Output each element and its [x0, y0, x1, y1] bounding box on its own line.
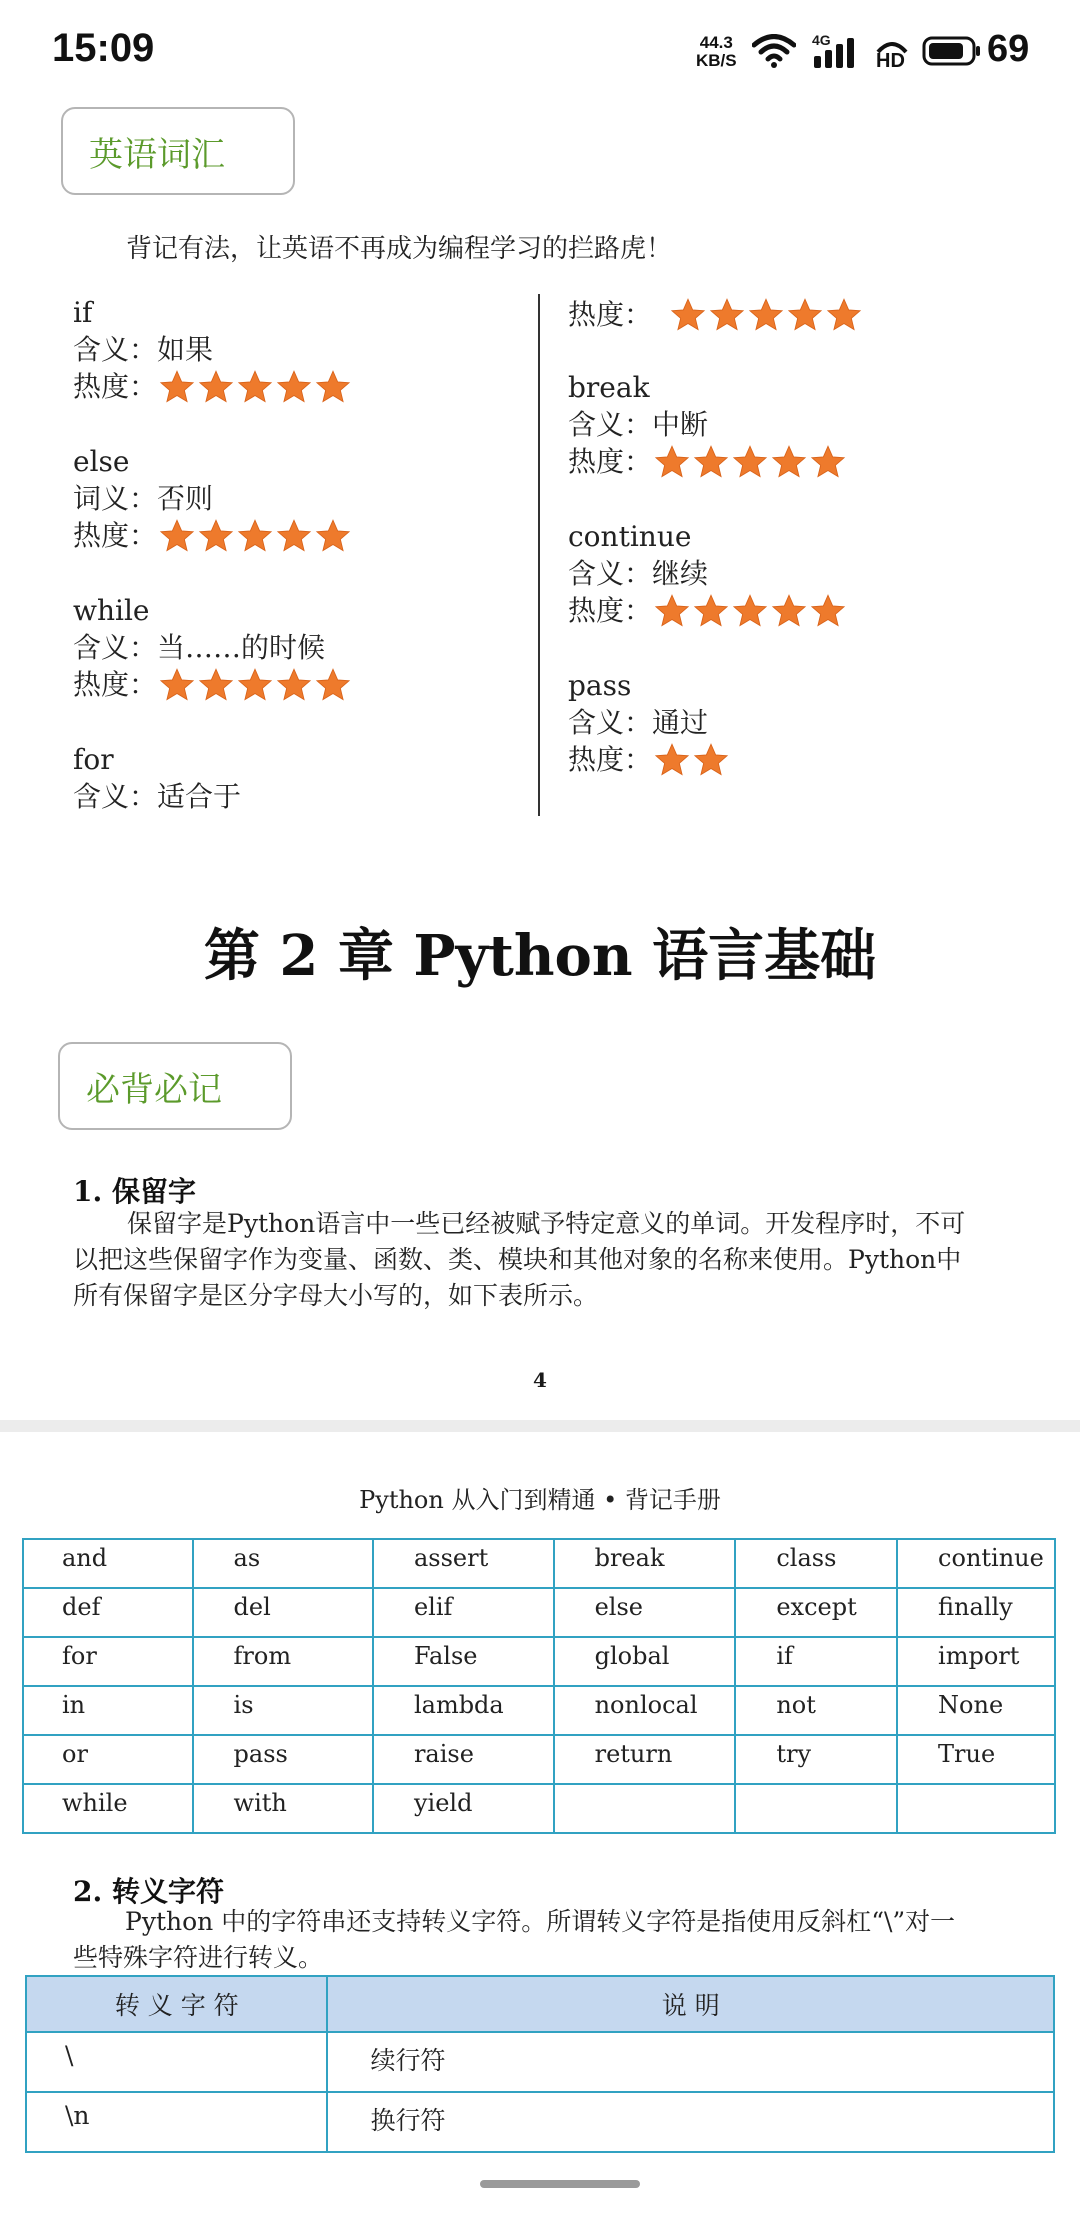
heat-label: 热度：: [568, 743, 653, 776]
vocab-word: continue: [568, 520, 692, 553]
table-cell: from: [193, 1637, 373, 1686]
star-icon: [654, 742, 690, 778]
vocab-word: while: [73, 594, 150, 627]
table-row: [23, 1735, 1055, 1784]
table-cell: break: [554, 1539, 736, 1588]
vocab-entry-else: [73, 443, 351, 554]
vocab-entry-while: [73, 592, 351, 703]
hd-label: HD: [876, 50, 905, 72]
heat-label: 热度：: [73, 668, 158, 701]
table-cell: True: [897, 1735, 1055, 1784]
heat-label: 热度：: [568, 445, 653, 478]
table-cell: in: [23, 1686, 193, 1735]
meaning-label: 含义：: [73, 333, 158, 366]
star-icon: [237, 369, 273, 405]
table-row: [23, 1637, 1055, 1686]
heat-rating: [159, 369, 351, 405]
star-icon: [693, 593, 729, 629]
heat-rating: [670, 297, 862, 333]
paragraph-line: 以把这些保留字作为变量、函数、类、模块和其他对象的名称来使用。Python中: [73, 1245, 962, 1274]
table-cell: \n: [26, 2092, 327, 2152]
star-icon: [315, 518, 351, 554]
table-cell: [735, 1784, 897, 1833]
network-speed: [696, 34, 737, 70]
vocab-word: if: [73, 296, 93, 329]
meaning-label: 词义：: [73, 482, 158, 515]
table-cell: def: [23, 1588, 193, 1637]
table-cell: nonlocal: [554, 1686, 736, 1735]
star-icon: [771, 444, 807, 480]
table-cell: with: [193, 1784, 373, 1833]
star-icon: [198, 667, 234, 703]
vocab-meaning: 通过: [652, 706, 709, 739]
section-heading-escape-chars: 2. 转义字符: [73, 1875, 224, 1908]
reserved-words-table: [22, 1538, 1056, 1834]
vocab-entry-continue: [568, 518, 846, 629]
paragraph-line: Python 中的字符串还支持转义字符。所谓转义字符是指使用反斜杠“\”对一: [125, 1907, 956, 1936]
table-cell: yield: [373, 1784, 554, 1833]
page-separator: [0, 1420, 1080, 1432]
vocab-section-tag: 英语词汇: [61, 107, 295, 195]
section-heading-reserved-words: 1. 保留字: [73, 1175, 196, 1208]
table-cell: is: [193, 1686, 373, 1735]
running-header: Python 从入门到精通 • 背记手册: [359, 1486, 721, 1514]
heat-label: 热度：: [568, 594, 653, 627]
network-type-label: 4G: [812, 32, 831, 48]
star-icon: [732, 444, 768, 480]
star-icon: [810, 444, 846, 480]
table-cell: for: [23, 1637, 193, 1686]
star-icon: [810, 593, 846, 629]
vocab-entry-pass: [568, 667, 729, 778]
table-cell: as: [193, 1539, 373, 1588]
paragraph-line: 所有保留字是区分字母大小写的，如下表所示。: [73, 1281, 599, 1310]
network-speed-value: 44.3: [699, 33, 733, 52]
table-cell: except: [735, 1588, 897, 1637]
heat-rating: [654, 742, 729, 778]
vocab-meaning: 如果: [157, 333, 214, 366]
table-cell: not: [735, 1686, 897, 1735]
vocab-intro: 背记有法，让英语不再成为编程学习的拦路虎！: [126, 234, 673, 264]
table-cell: continue: [897, 1539, 1055, 1588]
star-icon: [693, 742, 729, 778]
heat-label: 热度：: [73, 519, 158, 552]
star-icon: [315, 667, 351, 703]
table-cell: pass: [193, 1735, 373, 1784]
meaning-label: 含义：: [73, 631, 158, 664]
star-icon: [159, 518, 195, 554]
heat-rating: [654, 444, 846, 480]
star-icon: [237, 518, 273, 554]
escape-chars-paragraph: [73, 1904, 1033, 1976]
table-cell: if: [735, 1637, 897, 1686]
star-icon: [276, 369, 312, 405]
table-cell: global: [554, 1637, 736, 1686]
cellular-signal-icon: [812, 36, 858, 70]
heat-label: 热度：: [73, 370, 158, 403]
memorize-section-tag: 必背必记: [58, 1042, 292, 1130]
star-icon: [748, 297, 784, 333]
chapter-title: 第 2 章 Python 语言基础: [203, 923, 877, 989]
vocab-word: break: [568, 371, 650, 404]
vocab-meaning: 中断: [652, 408, 709, 441]
star-icon: [654, 444, 690, 480]
status-time: 15:09: [52, 26, 155, 70]
reserved-words-paragraph: [73, 1206, 1013, 1314]
table-cell: return: [554, 1735, 736, 1784]
vocab-meaning: 当……的时候: [157, 631, 326, 664]
vocab-meaning: 适合于: [157, 780, 242, 813]
table-cell: or: [23, 1735, 193, 1784]
heat-rating: [159, 667, 351, 703]
home-indicator[interactable]: [480, 2180, 640, 2188]
star-icon: [198, 369, 234, 405]
table-cell: None: [897, 1686, 1055, 1735]
vocab-meaning: 继续: [652, 557, 709, 590]
table-cell: 换行符: [327, 2092, 1054, 2152]
star-icon: [198, 518, 234, 554]
table-cell: assert: [373, 1539, 554, 1588]
star-icon: [276, 518, 312, 554]
table-cell: del: [193, 1588, 373, 1637]
table-header-cell: 转 义 字 符: [26, 1976, 327, 2032]
star-icon: [276, 667, 312, 703]
vocab-word: pass: [568, 669, 632, 702]
network-speed-unit: KB/S: [696, 51, 737, 70]
table-cell: False: [373, 1637, 554, 1686]
meaning-label: 含义：: [568, 408, 653, 441]
wifi-icon: [752, 34, 796, 68]
star-icon: [237, 667, 273, 703]
table-cell: \: [26, 2032, 327, 2092]
battery-level: 69: [987, 28, 1030, 70]
table-header-row: [26, 1976, 1054, 2032]
star-icon: [826, 297, 862, 333]
heat-rating: [654, 593, 846, 629]
meaning-label: 含义：: [73, 780, 158, 813]
table-cell: and: [23, 1539, 193, 1588]
battery-icon: [922, 36, 982, 66]
paragraph-line: 些特殊字符进行转义。: [73, 1943, 324, 1972]
star-icon: [771, 593, 807, 629]
meaning-label: 含义：: [568, 706, 653, 739]
table-cell: while: [23, 1784, 193, 1833]
vocab-entry-continued: [568, 296, 862, 333]
star-icon: [315, 369, 351, 405]
table-cell: finally: [897, 1588, 1055, 1637]
table-row: [23, 1686, 1055, 1735]
star-icon: [732, 593, 768, 629]
status-bar: [0, 0, 1080, 100]
star-icon: [654, 593, 690, 629]
table-cell: [897, 1784, 1055, 1833]
vocab-entry-break: [568, 369, 846, 480]
table-row: [26, 2092, 1054, 2152]
table-row: [23, 1588, 1055, 1637]
paragraph-line: 保留字是Python语言中一些已经被赋予特定意义的单词。开发程序时，不可: [127, 1209, 966, 1238]
table-cell: else: [554, 1588, 736, 1637]
meaning-label: 含义：: [568, 557, 653, 590]
vocab-entry-if: [73, 294, 351, 405]
table-row: [23, 1784, 1055, 1833]
table-cell: lambda: [373, 1686, 554, 1735]
star-icon: [159, 369, 195, 405]
star-icon: [787, 297, 823, 333]
page-number: 4: [533, 1368, 547, 1392]
table-cell: import: [897, 1637, 1055, 1686]
star-icon: [670, 297, 706, 333]
table-cell: [554, 1784, 736, 1833]
table-row: [26, 2032, 1054, 2092]
heat-label: 热度：: [568, 298, 653, 331]
star-icon: [709, 297, 745, 333]
table-cell: class: [735, 1539, 897, 1588]
column-divider: [538, 294, 540, 816]
table-cell: try: [735, 1735, 897, 1784]
escape-chars-table: [25, 1975, 1055, 2153]
table-header-cell: 说 明: [327, 1976, 1054, 2032]
table-cell: raise: [373, 1735, 554, 1784]
vocab-meaning: 否则: [157, 482, 214, 515]
heat-rating: [159, 518, 351, 554]
star-icon: [693, 444, 729, 480]
vocab-word: else: [73, 445, 130, 478]
table-row: [23, 1539, 1055, 1588]
star-icon: [159, 667, 195, 703]
vocab-word: for: [73, 743, 114, 776]
table-cell: 续行符: [327, 2032, 1054, 2092]
vocab-entry-for: [73, 741, 241, 815]
table-cell: elif: [373, 1588, 554, 1637]
